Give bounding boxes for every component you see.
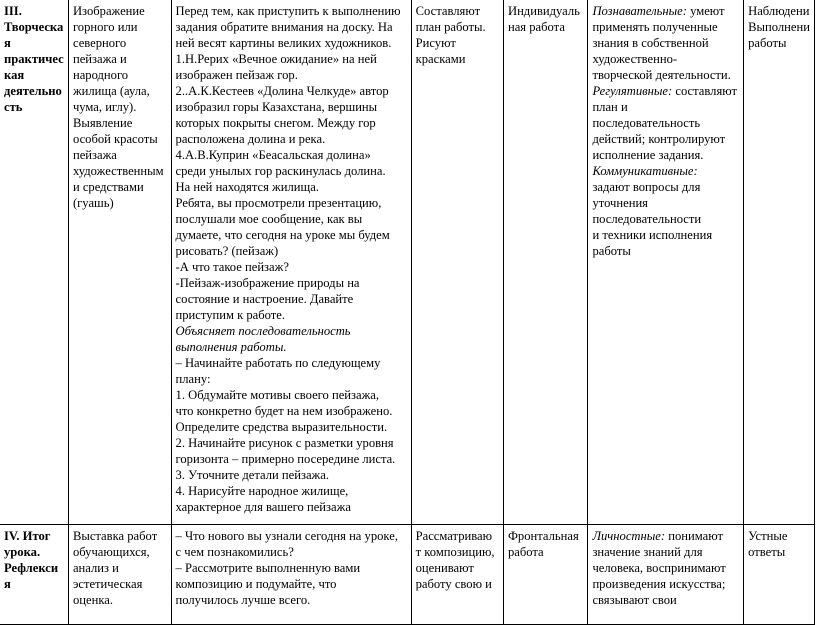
content-line: Выявление: [72, 116, 133, 130]
content-line: Выставка работ: [72, 529, 158, 543]
teacher-line: характерное для вашего пейзажа: [175, 500, 351, 514]
teacher-line: 1.Н.Рерих «Вечное ожидание» на ней: [175, 52, 377, 66]
uud-cell: [588, 525, 744, 625]
stage-line: Рефлекси: [4, 561, 59, 575]
teacher-line: приступим к работе.: [175, 308, 286, 322]
work-form-line: Индивидуаль: [507, 4, 580, 18]
teacher-line: 4. Нарисуйте народное жилище,: [175, 484, 349, 498]
teacher-line: ней весят картины великих художников.: [175, 36, 392, 50]
teacher-line: изобразил горы Казахстана, вершины: [175, 100, 378, 114]
content-line: особой красоты: [72, 132, 158, 146]
content-line: художественным: [72, 164, 164, 178]
teacher-activity-cell: [171, 525, 411, 625]
uud-text: творческой деятельности.: [592, 68, 731, 82]
uud-line: [592, 99, 739, 115]
content-line: горного или: [72, 20, 138, 34]
content-line: обучающихся,: [72, 545, 150, 559]
uud-text: план и: [592, 100, 628, 114]
stage-line: я: [4, 36, 11, 50]
uud-text: действий; контролируют: [592, 132, 726, 146]
content-line: оценка.: [72, 593, 113, 607]
uud-line: [592, 227, 739, 243]
uud-text: понимают: [665, 529, 723, 543]
student-line: т композицию,: [415, 545, 495, 559]
stage-line: урока.: [4, 545, 41, 559]
uud-line: [592, 592, 739, 608]
uud-text: человека, воспринимают: [592, 561, 726, 575]
content-line: жилища (аула,: [72, 84, 150, 98]
uud-text: умеют: [686, 4, 725, 18]
uud-line: [592, 243, 739, 259]
teacher-line: изображен пейзаж гор.: [175, 68, 298, 82]
uud-line: [592, 67, 739, 83]
content-line: северного: [72, 36, 127, 50]
uud-text: уточнения: [592, 196, 648, 210]
work-form-cell: [503, 525, 587, 625]
stage-line: сть: [4, 100, 23, 114]
uud-line: [592, 179, 739, 195]
teacher-line: – Рассмотрите выполненную вами: [175, 561, 361, 575]
content-line: пейзажа и: [72, 52, 127, 66]
stage-cell: [0, 525, 68, 625]
uud-text: произведения искусства;: [592, 577, 726, 591]
teacher-line: 2..А.К.Кестеев «Долина Челкуде» автор: [175, 84, 389, 98]
content-line: анализ и: [72, 561, 119, 575]
uud-line: [592, 211, 739, 227]
uud-text: исполнение задания.: [592, 148, 704, 162]
teacher-line: рисовать? (пейзаж): [175, 244, 279, 258]
stage-line: практичес: [4, 52, 64, 66]
uud-line: [592, 147, 739, 163]
student-line: Рисуют: [415, 36, 456, 50]
uud-text: применять полученные: [592, 20, 718, 34]
control-line: ответы: [748, 545, 786, 559]
teacher-line: Определите средства выразительности.: [175, 420, 388, 434]
teacher-line: – Что нового вы узнали сегодня на уроке,: [175, 529, 398, 543]
content-cell: [68, 525, 171, 625]
content-line: эстетическая: [72, 577, 143, 591]
uud-category: Познавательные:: [592, 4, 687, 18]
uud-line: [592, 19, 739, 35]
student-line: работу свою и: [415, 577, 492, 591]
uud-cell: [588, 0, 744, 525]
stage-line: я: [4, 577, 11, 591]
uud-text: последовательности: [592, 212, 702, 226]
teacher-line: 2. Начинайте рисунок с разметки уровня: [175, 436, 394, 450]
uud-text: последовательность: [592, 116, 701, 130]
uud-line: [592, 51, 739, 67]
content-line: народного: [72, 68, 129, 82]
control-cell: [744, 0, 815, 525]
teacher-line: горизонта – примерно посередине листа.: [175, 452, 396, 466]
work-form-line: ная работа: [507, 20, 565, 34]
uud-line: [592, 35, 739, 51]
stage-line: деятельно: [4, 84, 62, 98]
uud-text: связывают свои: [592, 593, 677, 607]
teacher-line: Перед тем, как приступить к выполнению: [175, 4, 401, 18]
uud-text: художественно-: [592, 52, 678, 66]
uud-line: [592, 195, 739, 211]
uud-text: знания в собственной: [592, 36, 709, 50]
student-line: план работы.: [415, 20, 486, 34]
content-line: (гуашь): [72, 196, 114, 210]
work-form-line: работа: [507, 545, 544, 559]
teacher-line: Объясняет последовательность: [175, 324, 351, 338]
uud-line: [592, 576, 739, 592]
control-line: Устные: [748, 529, 788, 543]
uud-category: Регулятивные:: [592, 84, 673, 98]
table-row: [0, 525, 815, 625]
teacher-line: 1. Обдумайте мотивы своего пейзажа,: [175, 388, 380, 402]
stage-line: III.: [4, 4, 22, 18]
teacher-line: – Начинайте работать по следующему: [175, 356, 381, 370]
stage-line: кая: [4, 68, 25, 82]
teacher-line: среди унылых гор раскинулась долина.: [175, 164, 386, 178]
uud-line: [592, 544, 739, 560]
teacher-line: композицию и подумайте, что: [175, 577, 337, 591]
control-cell: [744, 525, 815, 625]
student-line: Составляют: [415, 4, 481, 18]
stage-line: Творческа: [4, 20, 64, 34]
student-line: Рассматриваю: [415, 529, 493, 543]
teacher-line: получилось лучше всего.: [175, 593, 311, 607]
control-line: работы: [748, 36, 787, 50]
uud-text: и техники исполнения: [592, 228, 713, 242]
teacher-line: думаете, что сегодня на уроке мы будем: [175, 228, 390, 242]
content-line: чума, иглу).: [72, 100, 137, 114]
uud-line: [592, 115, 739, 131]
teacher-line: задания обратите внимания на доску. На: [175, 20, 393, 34]
uud-line: [592, 131, 739, 147]
uud-text: значение знаний для: [592, 545, 703, 559]
student-activity-cell: [411, 0, 503, 525]
uud-line: [592, 528, 739, 544]
work-form-line: Фронтальная: [507, 529, 579, 543]
teacher-line: -Пейзаж-изображение природы на: [175, 276, 360, 290]
work-form-cell: [503, 0, 587, 525]
uud-line: [592, 83, 739, 99]
teacher-line: послушали мое сообщение, как вы: [175, 212, 363, 226]
teacher-line: которых покрыты снегом. Между гор: [175, 116, 376, 130]
stage-cell: [0, 0, 68, 525]
teacher-line: Ребята, вы просмотрели презентацию,: [175, 196, 382, 210]
student-activity-cell: [411, 525, 503, 625]
content-line: пейзажа: [72, 148, 117, 162]
content-cell: [68, 0, 171, 525]
content-line: и средствами: [72, 180, 144, 194]
teacher-line: -А что такое пейзаж?: [175, 260, 289, 274]
control-line: Наблюдени: [748, 4, 810, 18]
teacher-activity-cell: [171, 0, 411, 525]
uud-line: [592, 3, 739, 19]
teacher-line: что конкретно будет на нем изображено.: [175, 404, 393, 418]
uud-category: Личностные:: [592, 529, 666, 543]
teacher-line: На ней находятся жилища.: [175, 180, 319, 194]
uud-category: Коммуникативные:: [592, 164, 698, 178]
uud-line: [592, 163, 739, 179]
teacher-line: выполнения работы.: [175, 340, 287, 354]
uud-text: работы: [592, 244, 631, 258]
student-line: оценивают: [415, 561, 474, 575]
uud-text: задают вопросы для: [592, 180, 701, 194]
uud-text: составляют: [672, 84, 737, 98]
student-line: красками: [415, 52, 466, 66]
teacher-line: с чем познакомились?: [175, 545, 294, 559]
teacher-line: состояние и настроение. Давайте: [175, 292, 354, 306]
content-line: Изображение: [72, 4, 145, 18]
teacher-line: 3. Уточните детали пейзажа.: [175, 468, 329, 482]
teacher-line: плану:: [175, 372, 211, 386]
stage-line: IV. Итог: [4, 529, 51, 543]
control-line: Выполнени: [748, 20, 810, 34]
uud-line: [592, 560, 739, 576]
teacher-line: расположена долина и река.: [175, 132, 326, 146]
teacher-line: 4.А.В.Куприн «Беасальская долина»: [175, 148, 371, 162]
